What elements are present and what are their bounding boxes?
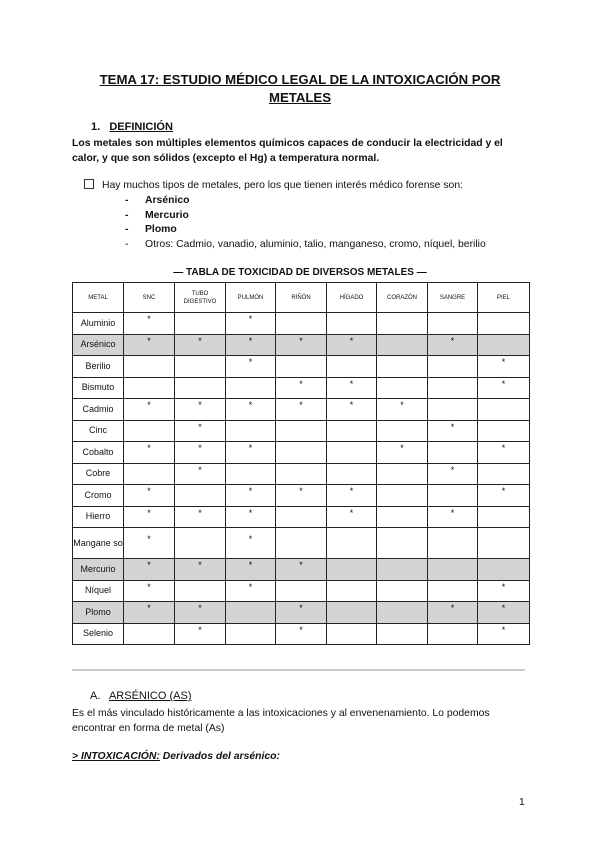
- toxicity-cell: [327, 602, 377, 624]
- toxicity-cell: [428, 580, 478, 602]
- toxicity-mark: *: [299, 624, 303, 635]
- toxicity-cell: [478, 559, 530, 581]
- toxicity-mark: *: [147, 335, 151, 346]
- toxicity-cell: [327, 313, 377, 335]
- toxicity-cell: [175, 356, 226, 378]
- toxicity-cell: [478, 334, 530, 356]
- toxicity-cell: [124, 442, 175, 464]
- toxicity-mark: *: [198, 603, 202, 614]
- toxicity-cell: [226, 506, 276, 528]
- toxicity-cell: [377, 399, 428, 421]
- section-divider: [72, 669, 525, 671]
- column-header: TUBO DIGESTIVO: [175, 283, 226, 313]
- toxicity-cell: [478, 313, 530, 335]
- section-number: 1.: [91, 121, 101, 133]
- section-letter: A.: [90, 690, 101, 702]
- metal-name-cell: Cobre: [73, 463, 124, 485]
- toxicity-cell: [327, 377, 377, 399]
- toxicity-mark: *: [501, 624, 506, 635]
- toxicity-cell: [327, 506, 377, 528]
- metal-list-item: [125, 209, 486, 224]
- toxicity-cell: [327, 485, 377, 507]
- toxicity-mark: *: [299, 335, 303, 346]
- toxicity-cell: [124, 623, 175, 645]
- section-label: ARSÉNICO (AS): [108, 690, 192, 702]
- toxicity-mark: *: [450, 335, 455, 346]
- table-row: [73, 356, 530, 378]
- toxicity-mark: *: [400, 443, 404, 454]
- toxicity-cell: [175, 463, 226, 485]
- toxicity-cell: [327, 420, 377, 442]
- toxicity-cell: [428, 399, 478, 421]
- toxicity-cell: [428, 313, 478, 335]
- toxicity-cell: [478, 528, 530, 559]
- toxicity-cell: [327, 442, 377, 464]
- toxicity-cell: [276, 485, 327, 507]
- toxicity-cell: [478, 506, 530, 528]
- toxicity-cell: [478, 377, 530, 399]
- toxicity-cell: [124, 356, 175, 378]
- toxicity-mark: *: [198, 560, 202, 571]
- toxicity-mark: *: [248, 560, 253, 571]
- intoxicacion-heading: [72, 751, 280, 762]
- metal-name-cell: Cinc: [73, 420, 124, 442]
- metal-name-cell: Aluminio: [73, 313, 124, 335]
- toxicity-cell: [226, 377, 276, 399]
- metal-name-cell: Níquel: [73, 580, 124, 602]
- toxicity-cell: [327, 528, 377, 559]
- arsenico-paragraph: Es el más vinculado históricamente a las intoxicaciones y al envenenamiento. Lo podemos encontrar en forma de metal (As): [72, 708, 490, 734]
- toxicity-cell: [226, 313, 276, 335]
- toxicity-cell: [377, 506, 428, 528]
- toxicity-cell: [276, 442, 327, 464]
- toxicity-cell: [377, 334, 428, 356]
- toxicity-cell: [428, 559, 478, 581]
- toxicity-mark: *: [198, 335, 202, 346]
- toxicity-cell: [327, 623, 377, 645]
- toxicity-cell: [327, 580, 377, 602]
- toxicity-cell: [377, 623, 428, 645]
- toxicity-cell: [478, 623, 530, 645]
- toxicity-mark: *: [248, 507, 253, 518]
- toxicity-mark: *: [450, 464, 455, 475]
- table-row: [73, 485, 530, 507]
- toxicity-cell: [226, 485, 276, 507]
- toxicity-mark: *: [501, 443, 506, 454]
- toxicity-mark: *: [349, 378, 354, 389]
- toxicity-cell: [124, 420, 175, 442]
- toxicity-cell: [276, 463, 327, 485]
- toxicity-cell: [276, 528, 327, 559]
- toxicity-cell: [276, 506, 327, 528]
- metal-list-text: Otros: Cadmio, vanadio, aluminio, talio, manganeso, cromo, níquel, berilio: [145, 238, 486, 250]
- table-row: [73, 580, 530, 602]
- toxicity-cell: [428, 420, 478, 442]
- toxicity-cell: [478, 399, 530, 421]
- toxicity-mark: *: [450, 507, 455, 518]
- toxicity-mark: *: [147, 443, 151, 454]
- toxicity-cell: [377, 580, 428, 602]
- toxicity-cell: [478, 463, 530, 485]
- toxicity-cell: [175, 313, 226, 335]
- toxicity-mark: *: [248, 314, 253, 325]
- toxicity-mark: *: [299, 486, 303, 497]
- intoxicacion-rest: Derivados del arsénico:: [159, 751, 280, 762]
- toxicity-cell: [276, 377, 327, 399]
- section-label: DEFINICIÓN: [109, 121, 173, 133]
- toxicity-mark: *: [248, 400, 253, 411]
- toxicity-cell: [124, 485, 175, 507]
- toxicity-mark: *: [450, 603, 455, 614]
- toxicity-cell: [124, 313, 175, 335]
- toxicity-cell: [428, 377, 478, 399]
- metal-name-cell: Plomo: [73, 602, 124, 624]
- table-row: [73, 559, 530, 581]
- column-header: CORAZÓN: [377, 283, 428, 313]
- toxicity-cell: [175, 377, 226, 399]
- dash-bullet: -: [125, 238, 129, 250]
- toxicity-cell: [175, 623, 226, 645]
- toxicity-cell: [226, 334, 276, 356]
- toxicity-mark: *: [450, 421, 455, 432]
- toxicity-cell: [226, 442, 276, 464]
- toxicity-cell: [327, 559, 377, 581]
- toxicity-cell: [226, 399, 276, 421]
- table-caption: — TABLA DE TOXICIDAD DE DIVERSOS METALES —: [173, 267, 427, 278]
- metal-list-text: Mercurio: [145, 209, 189, 221]
- column-header: METAL: [73, 283, 124, 313]
- toxicity-cell: [226, 580, 276, 602]
- metal-list-item: [125, 238, 486, 253]
- toxicity-cell: [276, 602, 327, 624]
- toxicity-mark: *: [400, 400, 404, 411]
- toxicity-mark: *: [147, 507, 151, 518]
- toxicity-cell: [226, 528, 276, 559]
- table-row: [73, 334, 530, 356]
- metal-name-cell: Cadmio: [73, 399, 124, 421]
- table-row: [73, 442, 530, 464]
- toxicity-mark: *: [299, 560, 303, 571]
- bullet-text: Hay muchos tipos de metales, pero los que tienen interés médico forense son:: [102, 180, 463, 191]
- toxicity-cell: [377, 559, 428, 581]
- toxicity-mark: *: [198, 421, 202, 432]
- toxicity-cell: [428, 334, 478, 356]
- toxicity-mark: *: [147, 603, 151, 614]
- toxicity-cell: [428, 506, 478, 528]
- toxicity-mark: *: [198, 400, 202, 411]
- toxicity-cell: [377, 485, 428, 507]
- toxicity-cell: [478, 602, 530, 624]
- toxicity-cell: [428, 442, 478, 464]
- page-number: 1: [519, 797, 525, 808]
- metal-name-cell: Berilio: [73, 356, 124, 378]
- toxicity-cell: [377, 442, 428, 464]
- table-row: [73, 313, 530, 335]
- toxicity-cell: [276, 313, 327, 335]
- column-header: RIÑÓN: [276, 283, 327, 313]
- toxicity-cell: [327, 463, 377, 485]
- toxicity-cell: [124, 528, 175, 559]
- toxicity-cell: [377, 602, 428, 624]
- table-row: [73, 623, 530, 645]
- table-row: [73, 463, 530, 485]
- toxicity-cell: [276, 334, 327, 356]
- toxicity-mark: *: [349, 486, 354, 497]
- toxicity-cell: [175, 506, 226, 528]
- toxicity-mark: *: [248, 581, 253, 592]
- toxicity-mark: *: [349, 335, 354, 346]
- toxicity-cell: [175, 485, 226, 507]
- toxicity-cell: [428, 463, 478, 485]
- metal-name-cell: Mangane so: [73, 528, 124, 559]
- toxicity-cell: [276, 580, 327, 602]
- section-heading-definicion: [91, 121, 173, 133]
- toxicity-cell: [478, 356, 530, 378]
- column-header: SNC: [124, 283, 175, 313]
- toxicity-mark: *: [198, 464, 202, 475]
- toxicity-cell: [175, 580, 226, 602]
- toxicity-mark: *: [501, 486, 506, 497]
- toxicity-cell: [377, 356, 428, 378]
- intoxicacion-label: > INTOXICACIÓN:: [72, 751, 160, 762]
- metal-list-text: Arsénico: [145, 195, 190, 206]
- toxicity-cell: [124, 559, 175, 581]
- toxicity-mark: *: [147, 560, 151, 571]
- toxicity-mark: *: [147, 581, 151, 592]
- definition-paragraph: Los metales son múltiples elementos químicos capaces de conducir la electricidad y el calor, y que son sólidos (excepto el Hg) a temperatura normal.: [72, 138, 503, 164]
- table-row: [73, 506, 530, 528]
- metal-name-cell: Selenio: [73, 623, 124, 645]
- dash-bullet: -: [125, 195, 129, 206]
- table-row: [73, 399, 530, 421]
- toxicity-cell: [175, 334, 226, 356]
- metal-name-cell: Mercurio: [73, 559, 124, 581]
- toxicity-cell: [276, 559, 327, 581]
- toxicity-cell: [478, 420, 530, 442]
- toxicity-mark: *: [299, 400, 303, 411]
- toxicity-mark: *: [349, 400, 354, 411]
- metal-name-cell: Bismuto: [73, 377, 124, 399]
- toxicity-cell: [226, 420, 276, 442]
- toxicity-mark: *: [501, 357, 506, 368]
- toxicity-mark: *: [147, 314, 151, 325]
- toxicity-cell: [124, 580, 175, 602]
- toxicity-cell: [327, 356, 377, 378]
- toxicity-cell: [226, 623, 276, 645]
- toxicity-cell: [175, 399, 226, 421]
- toxicity-mark: *: [248, 443, 253, 454]
- toxicity-mark: *: [501, 581, 506, 592]
- checkbox-bullet-icon: [84, 179, 94, 189]
- toxicity-cell: [124, 463, 175, 485]
- toxicity-cell: [276, 420, 327, 442]
- toxicity-mark: *: [501, 603, 506, 614]
- toxicity-cell: [226, 356, 276, 378]
- dash-bullet: -: [125, 224, 129, 235]
- toxicity-cell: [175, 602, 226, 624]
- toxicity-cell: [428, 602, 478, 624]
- toxicity-cell: [327, 399, 377, 421]
- toxicity-cell: [175, 420, 226, 442]
- toxicity-cell: [175, 559, 226, 581]
- toxicity-mark: *: [248, 486, 253, 497]
- toxicity-cell: [226, 602, 276, 624]
- toxicity-mark: *: [198, 624, 202, 635]
- column-header: SANGRE: [428, 283, 478, 313]
- metal-list-item: [125, 194, 486, 209]
- toxicity-table: [72, 282, 530, 645]
- column-header: PIEL: [478, 283, 530, 313]
- toxicity-cell: [175, 528, 226, 559]
- toxicity-cell: [124, 334, 175, 356]
- toxicity-mark: *: [501, 378, 506, 389]
- metal-name-cell: Hierro: [73, 506, 124, 528]
- toxicity-cell: [428, 528, 478, 559]
- toxicity-mark: *: [198, 507, 202, 518]
- toxicity-cell: [428, 485, 478, 507]
- toxicity-cell: [276, 399, 327, 421]
- section-heading-arsenico: [90, 690, 191, 702]
- toxicity-cell: [377, 528, 428, 559]
- metal-list-text: Plomo: [145, 224, 177, 235]
- table-header-row: [73, 283, 530, 313]
- toxicity-cell: [226, 559, 276, 581]
- toxicity-mark: *: [248, 357, 253, 368]
- dash-bullet: -: [125, 209, 129, 221]
- table-row: [73, 602, 530, 624]
- toxicity-mark: *: [198, 443, 202, 454]
- toxicity-cell: [124, 602, 175, 624]
- toxicity-cell: [124, 377, 175, 399]
- toxicity-cell: [124, 506, 175, 528]
- table-row: [73, 377, 530, 399]
- toxicity-cell: [377, 420, 428, 442]
- toxicity-mark: *: [349, 507, 354, 518]
- toxicity-cell: [428, 356, 478, 378]
- table-row: [73, 420, 530, 442]
- toxicity-mark: *: [248, 534, 253, 544]
- metal-name-cell: Cobalto: [73, 442, 124, 464]
- toxicity-cell: [478, 485, 530, 507]
- toxicity-cell: [175, 442, 226, 464]
- toxicity-cell: [276, 623, 327, 645]
- toxicity-cell: [377, 463, 428, 485]
- toxicity-mark: *: [248, 335, 253, 346]
- column-header: HÍGADO: [327, 283, 377, 313]
- page-title: TEMA 17: ESTUDIO MÉDICO LEGAL DE LA INTOXICACIÓN POR METALES: [99, 72, 501, 105]
- toxicity-mark: *: [147, 486, 151, 497]
- toxicity-mark: *: [147, 534, 151, 544]
- toxicity-cell: [377, 377, 428, 399]
- metal-name-cell: Arsénico: [73, 334, 124, 356]
- toxicity-cell: [124, 399, 175, 421]
- bullet-intro: [84, 179, 463, 193]
- toxicity-mark: *: [299, 603, 303, 614]
- toxicity-cell: [478, 442, 530, 464]
- metals-list: [125, 194, 486, 252]
- column-header: PULMÓN: [226, 283, 276, 313]
- toxicity-cell: [327, 334, 377, 356]
- metal-list-item: [125, 223, 486, 238]
- toxicity-mark: *: [147, 400, 151, 411]
- toxicity-mark: *: [299, 378, 303, 389]
- toxicity-cell: [478, 580, 530, 602]
- metal-name-cell: Cromo: [73, 485, 124, 507]
- toxicity-cell: [428, 623, 478, 645]
- toxicity-cell: [226, 463, 276, 485]
- toxicity-cell: [377, 313, 428, 335]
- toxicity-cell: [276, 356, 327, 378]
- table-row: [73, 528, 530, 559]
